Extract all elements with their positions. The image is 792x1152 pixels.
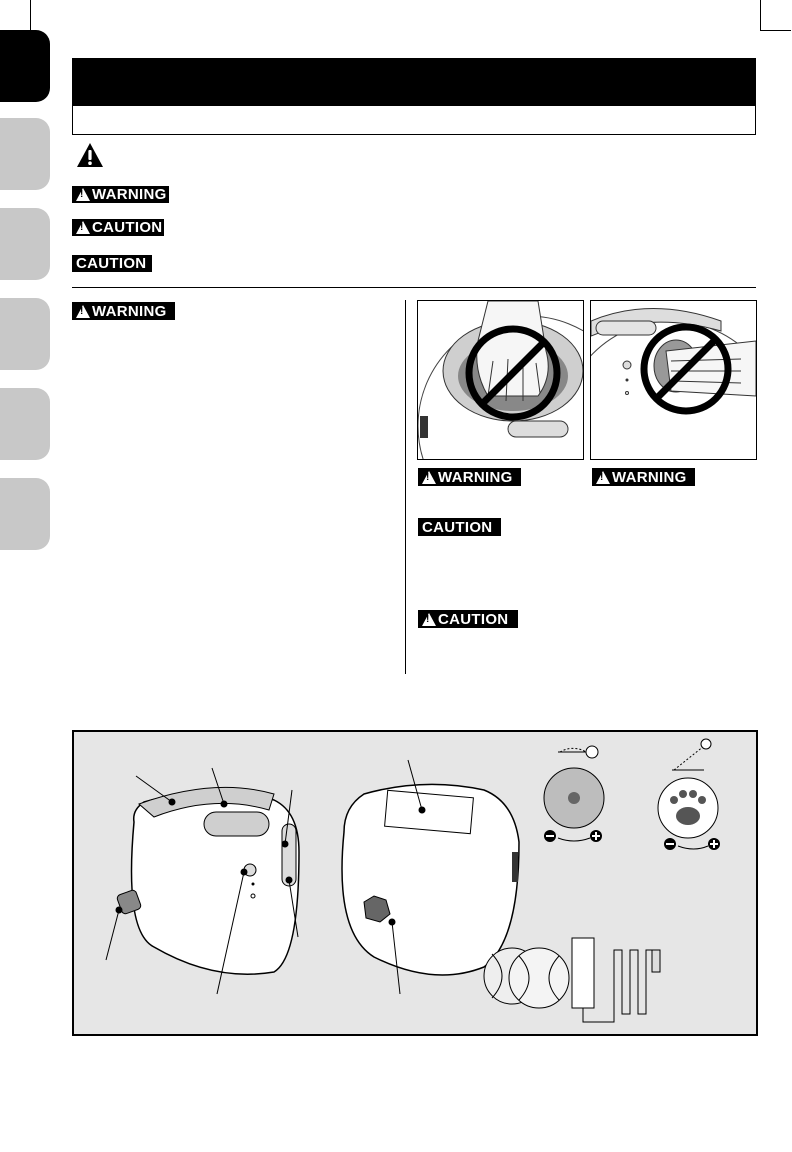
crop-mark-top-left — [0, 0, 31, 31]
side-tab-2[interactable] — [0, 118, 50, 190]
section-title-bar — [72, 58, 756, 106]
side-tab-4[interactable] — [0, 298, 50, 370]
illustration-hand-in-launcher — [417, 300, 584, 460]
caution-badge — [418, 610, 518, 628]
alert-icon — [596, 471, 610, 484]
warning-badge — [72, 302, 175, 320]
launcher-back-view — [342, 784, 519, 975]
caution-badge-plain — [72, 255, 152, 272]
side-tab-5[interactable] — [0, 388, 50, 460]
warning-badge — [592, 468, 695, 486]
illustration-fingers-in-opening — [590, 300, 757, 460]
crop-mark-top-right — [760, 0, 791, 31]
side-tab-3[interactable] — [0, 208, 50, 280]
caution-badge-plain — [418, 518, 501, 536]
caution-label: CAUTION — [92, 219, 163, 236]
angle-dial-diagram — [658, 739, 720, 850]
warning-badge — [72, 186, 169, 203]
warning-label: WARNING — [612, 468, 687, 486]
warning-label: WARNING — [92, 186, 167, 203]
alert-icon — [76, 305, 90, 318]
caution-label: CAUTION — [422, 518, 493, 536]
caution-label: CAUTION — [438, 610, 509, 628]
side-tab-1[interactable] — [0, 30, 50, 102]
ball-icon — [586, 746, 598, 758]
section-subtitle-box — [72, 106, 756, 135]
column-divider — [405, 300, 406, 674]
caution-label: CAUTION — [76, 255, 147, 272]
distance-dial-diagram — [544, 746, 604, 842]
warning-label: WARNING — [438, 468, 513, 486]
divider — [72, 287, 756, 288]
parts-diagram — [74, 732, 756, 1034]
warning-badge — [418, 468, 521, 486]
tennis-balls — [484, 948, 569, 1008]
alert-icon — [422, 613, 436, 626]
alert-icon — [76, 188, 90, 201]
alert-icon — [76, 221, 90, 234]
power-adapter — [572, 938, 660, 1022]
side-tab-6[interactable] — [0, 478, 50, 550]
caution-badge — [72, 219, 164, 236]
parts-diagram-box — [72, 730, 758, 1036]
warning-label: WARNING — [92, 302, 167, 320]
launcher-front-view — [116, 787, 299, 974]
exclamation-triangle-icon — [76, 142, 104, 168]
alert-icon — [422, 471, 436, 484]
